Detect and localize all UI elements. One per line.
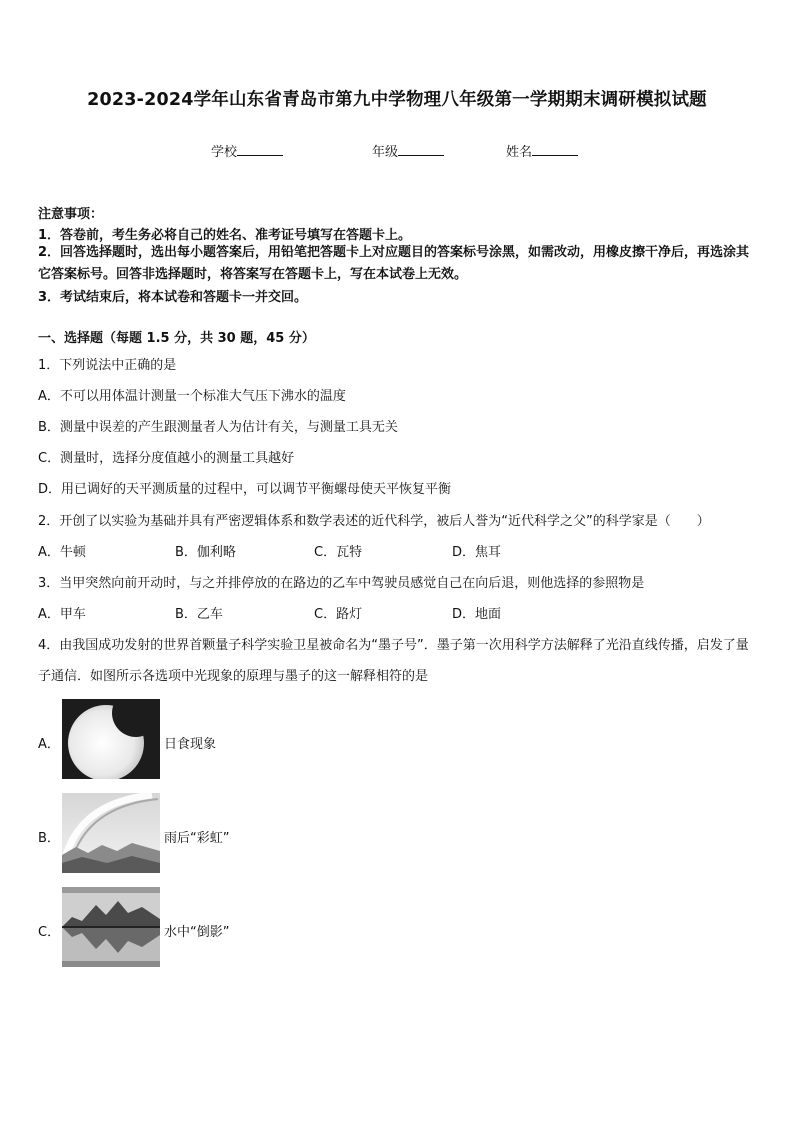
water-reflection-image	[62, 887, 160, 967]
grade-field[interactable]	[372, 141, 444, 160]
school-blank[interactable]	[237, 142, 283, 156]
q4-option-c	[38, 887, 298, 969]
notice-item-2: 2．回答选择题时，选出每小题答案后，用铅笔把答题卡上对应题目的答案标号涂黑，如需改动，用橡皮擦干净后，再选涂其它答案标号。回答非选择题时，将答案写在答题卡上，写在本试卷上无效。	[38, 245, 750, 282]
solar-eclipse-image	[62, 699, 160, 779]
section-heading: 一、选择题（每题 1.5 分，共 30 题，45 分）	[38, 331, 315, 346]
q2-option-c: C．瓦特	[314, 545, 363, 560]
q4-option-a	[38, 699, 298, 781]
q3-option-d: D．地面	[452, 607, 502, 622]
q2-stem: 2．开创了以实验为基础并具有严密逻辑体系和数学表述的近代科学，被后人誉为“近代科学之父”的科学家是（ ）	[38, 514, 710, 529]
q4-option-a-letter: A．	[38, 737, 60, 752]
q1-option-c: C．测量时，选择分度值越小的测量工具越好	[38, 451, 295, 466]
name-blank[interactable]	[532, 142, 578, 156]
q2-options	[38, 541, 758, 561]
grade-label: 年级	[372, 145, 399, 160]
q1-option-a: A．不可以用体温计测量一个标准大气压下沸水的温度	[38, 389, 346, 404]
school-label: 学校	[211, 145, 238, 160]
q2-option-b: B．伽利略	[175, 545, 236, 560]
q1-option-b: B．测量中误差的产生跟测量者人为估计有关，与测量工具无关	[38, 420, 398, 435]
q4-stem: 4．由我国成功发射的世界首颗量子科学实验卫星被命名为“墨子号”．墨子第一次用科学方法解释了光沿直线传播，启发了量子通信．如图所示各选项中光现象的原理与墨子的这一解释相符的是	[38, 638, 749, 684]
q3-options	[38, 603, 758, 623]
q1-option-d: D．用已调好的天平测质量的过程中，可以调节平衡螺母使天平恢复平衡	[38, 482, 452, 497]
q1-stem: 1．下列说法中正确的是	[38, 358, 177, 373]
notice-heading: 注意事项：	[38, 207, 104, 222]
q2-option-d: D．焦耳	[452, 545, 502, 560]
q4-option-c-caption: 水中“倒影”	[164, 925, 230, 940]
q2-option-a: A．牛顿	[38, 545, 86, 560]
page-title: 2023-2024学年山东省青岛市第九中学物理八年级第一学期期末调研模拟试题	[87, 90, 707, 110]
name-field[interactable]	[506, 141, 578, 160]
rainbow-image	[62, 793, 160, 873]
q4-option-c-letter: C．	[38, 925, 61, 940]
q4-option-b-letter: B．	[38, 831, 60, 846]
q4-option-b-caption: 雨后“彩虹”	[164, 831, 230, 846]
q3-option-a: A．甲车	[38, 607, 86, 622]
student-info-row	[0, 141, 794, 161]
grade-blank[interactable]	[398, 142, 444, 156]
q3-option-c: C．路灯	[314, 607, 363, 622]
name-label: 姓名	[506, 145, 533, 160]
notice-item-3: 3．考试结束后，将本试卷和答题卡一并交回。	[38, 290, 308, 305]
q4-option-b	[38, 793, 298, 875]
q3-option-b: B．乙车	[175, 607, 223, 622]
notice-item-1: 1．答卷前，考生务必将自己的姓名、准考证号填写在答题卡上。	[38, 228, 412, 243]
school-field[interactable]	[211, 141, 283, 160]
q4-option-a-caption: 日食现象	[164, 737, 217, 752]
q3-stem: 3．当甲突然向前开动时，与之并排停放的在路边的乙车中驾驶员感觉自己在向后退，则他选择的参照物是	[38, 576, 645, 591]
